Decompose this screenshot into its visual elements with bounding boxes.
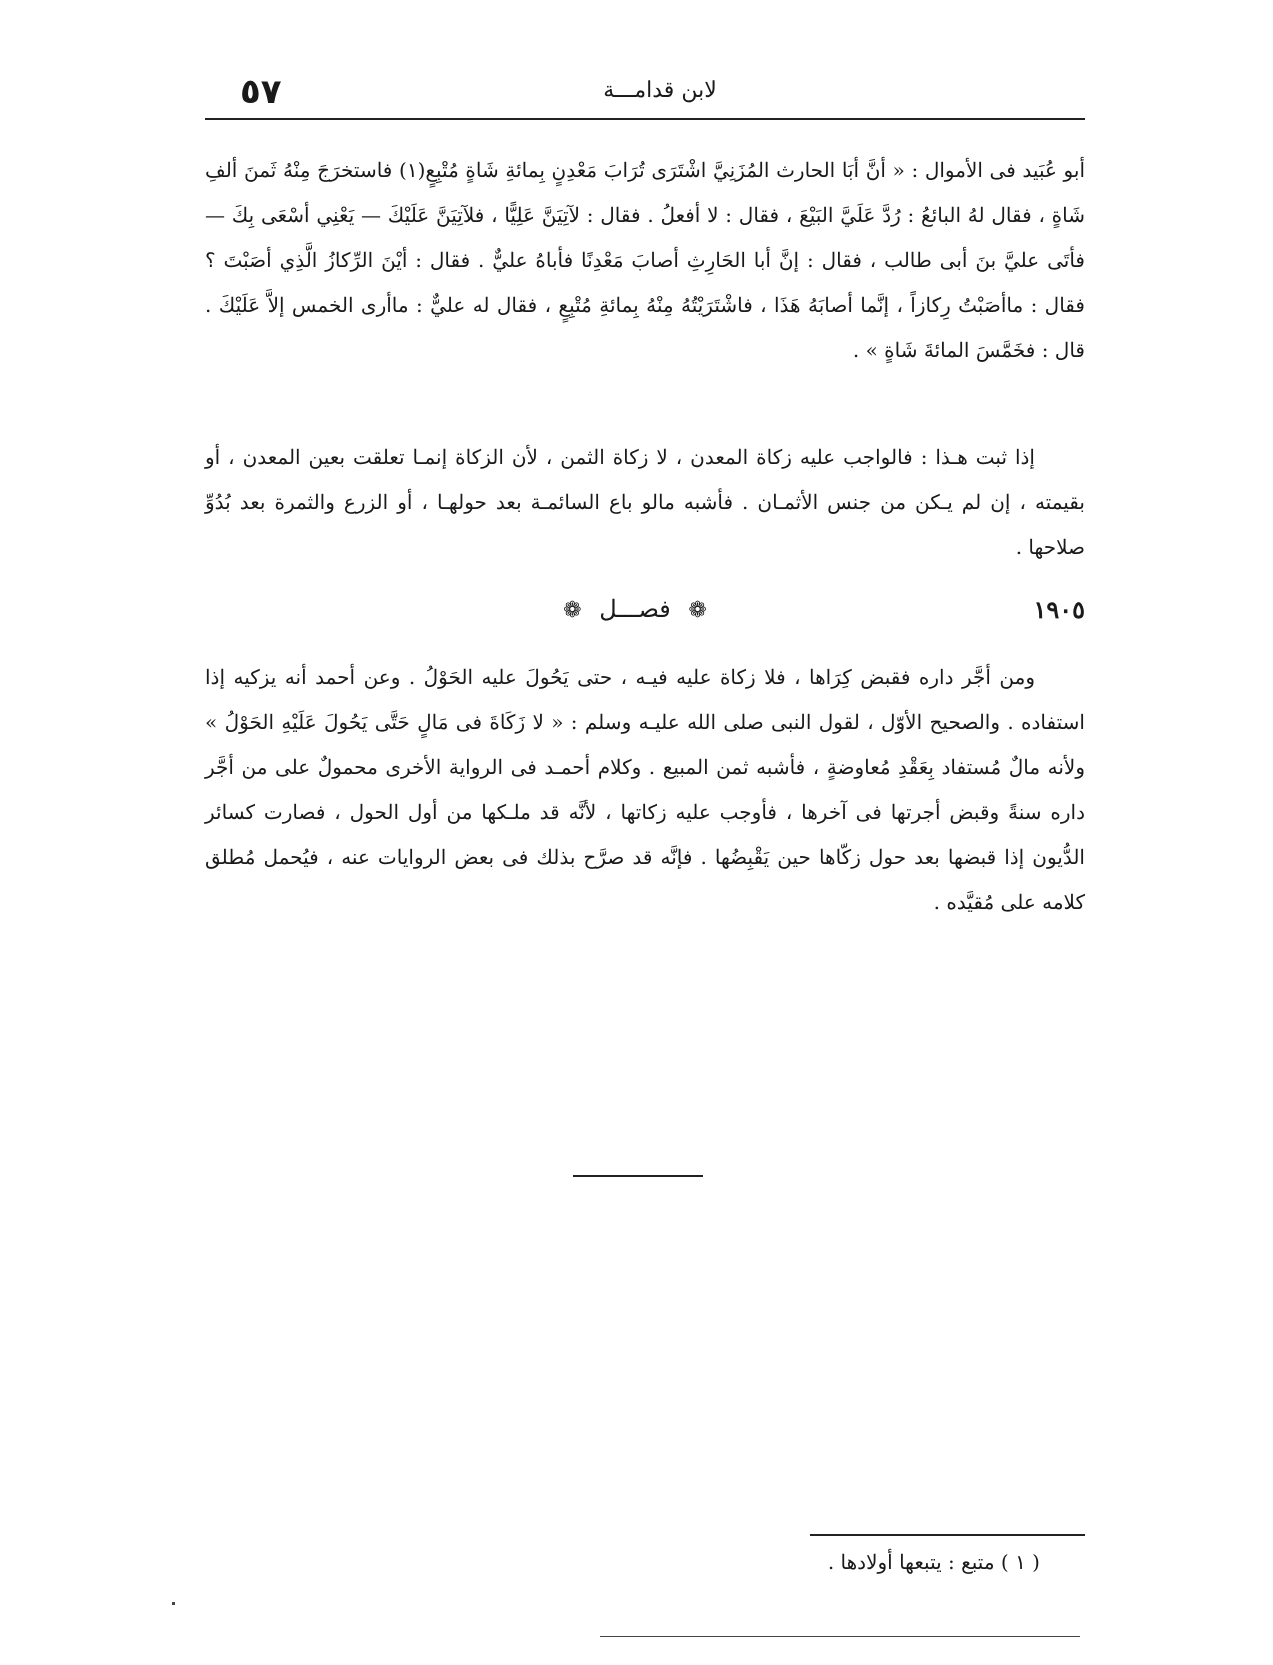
paragraph-text: إذا ثبت هـذا : فالواجب عليه زكاة المعدن ، لا زكاة الثمن ، لأن الزكاة إنمـا تعلقت بعين المعدن ، أو بقيمته ، إن لم يـكن من جنس الأثمـان . فأشبه مالو باع السائمـة بعد حولهـا ، أو الزرع والثمرة بعد بُدُوِّ صلاحها . [205,445,1085,559]
paragraph-abu-ubaid-narration [205,148,1085,373]
ornament-icon: ❁ [688,598,707,623]
bottom-rule [600,1636,1080,1637]
footnote-rule [810,1534,1085,1536]
section-number: ١٩٠٥ [1033,595,1085,624]
footnote: ( ١ ) متبع : يتبعها أولادها . [827,1550,1040,1574]
section-heading [205,595,1085,635]
paragraph-zakat-of-mine [205,435,1085,570]
ornament-icon: ❁ [563,598,582,623]
section-title-group [505,595,765,623]
paragraph-rent-zakat [205,655,1085,925]
scan-speck [172,1602,175,1605]
page-number: ٥٧ [240,72,282,112]
paragraph-text: أبو عُبَيد فى الأموال : « أنَّ أبَا الحارث المُزَنِيَّ اشْتَرَى تُرَابَ مَعْدِنٍ بِمائةِ شَاةٍ مُتْبِعٍ(١) فاستخرَجَ مِنْهُ ثَمنَ ألفِ شَاةٍ ، فقال لهُ البائعُ : رُدَّ عَلَيَّ البَيْعَ ، فقال : لا أفعلُ . فقال : لآتِيَنَّ عَلِيًّا ، فلآتِيَنَّ عَلَيْكَ — يَعْنِي أسْعَى بِكَ — فأتَى عليَّ بنَ أبى طالب ، فقال : إنَّ أبا الحَارِثِ أصابَ مَعْدِنًا فأباهُ عليٌّ . فقال : أيْنَ الرِّكازُ الَّذِي أصَبْتَ ؟ فقال : ماأصَبْتُ رِكازاً ، إنَّما أصابَهُ هَذَا ، فاشْتَرَيْتُهُ مِنْهُ بِمائةِ مُتْبِعٍ ، فقال له عليٌّ : ماأرى الخمس إلاَّ عَلَيْكَ . قال : فخَمَّسَ المائةَ شَاةٍ » . [205,158,1085,362]
paragraph-text: ومن أجَّر داره فقبض كِرَاها ، فلا زكاة عليه فيـه ، حتى يَحُولَ عليه الحَوْلُ . وعن أحمد أنه يزكيه إذا استفاده . والصحيح الأوّل ، لقول النبى صلى الله عليـه وسلم : « لا زَكَاةَ فى مَالٍ حَتَّى يَحُولَ عَلَيْهِ الحَوْلُ » ولأنه مالٌ مُستفاد بِعَقْدِ مُعاوضةٍ ، فأشبه ثمن المبيع . وكلام أحمـد فى الرواية الأخرى محمولٌ على من أجَّر داره سنةً وقبض أجرتها فى آخرها ، فأوجب عليه زكاتها ، لأنَّه قد ملـكها من أول الحول ، فصارت كسائر الدُّيون إذا قبضها بعد حول زكّاها حين يَقْبِضُها . فإنَّه قد صرَّح بذلك فى بعض الروايات عنه ، فيُحمل مُطلق كلامه على مُقيَّده . [205,665,1085,914]
running-head: لابن قدامـــة [603,78,717,103]
end-of-text-rule [573,1175,703,1177]
section-title: فصـــل [599,595,671,623]
header-rule [205,118,1085,120]
